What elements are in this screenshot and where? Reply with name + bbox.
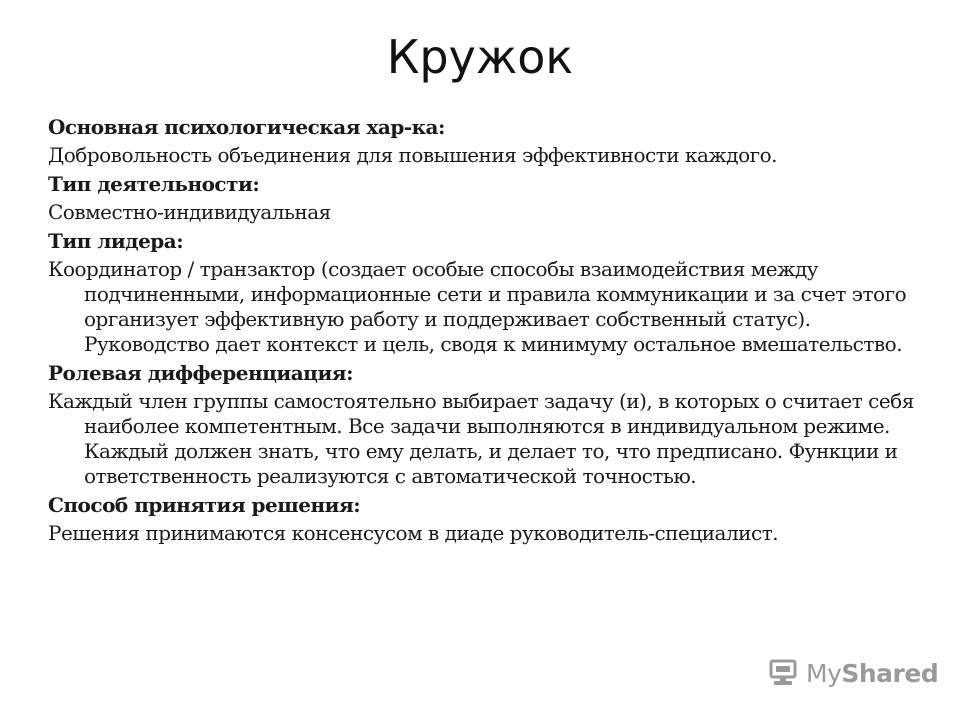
myshared-logo[interactable]: [768, 657, 938, 689]
section-decision-making: [48, 492, 928, 546]
section-heading: Тип деятельности:: [48, 172, 260, 196]
section-leader-type: [48, 228, 928, 357]
section-text: Добровольность объединения для повышения эффективности каждого.: [48, 143, 778, 167]
slide-title: Кружок: [386, 30, 574, 84]
section-heading: Способ принятия решения:: [48, 493, 361, 517]
logo-text: MyShared: [806, 658, 939, 688]
section-heading: Ролевая дифференциация:: [48, 361, 353, 385]
section-text: Каждый член группы самостоятельно выбирает задачу (и), в которых о считает себя наиболее компетентным. Все задачи выполняются в индивидуальном режиме. Каждый должен знать, что ему делать, и делает то, что предписано. Функции и ответственность реализуются с автоматической точностью.: [48, 389, 914, 488]
slide-body: [48, 114, 928, 549]
section-role-differentiation: [48, 360, 928, 489]
section-activity-type: [48, 171, 928, 225]
mysharedlogo-icon: [768, 658, 800, 688]
section-text: Решения принимаются консенсусом в диаде руководитель-специалист.: [48, 521, 779, 545]
section-heading: Основная психологическая хар-ка:: [48, 115, 445, 139]
section-text: Совместно-индивидуальная: [48, 200, 331, 224]
section-text: Координатор / транзактор (создает особые способы взаимодействия между подчиненными, информационные сети и правила коммуникации и за счет этого организует эффективную работу и поддерживает собственный статус). Руководство дает контекст и цель, сводя к минимуму остальное вмешательство.: [48, 257, 907, 356]
section-psych-characteristic: [48, 114, 928, 168]
section-heading: Тип лидера:: [48, 229, 184, 253]
